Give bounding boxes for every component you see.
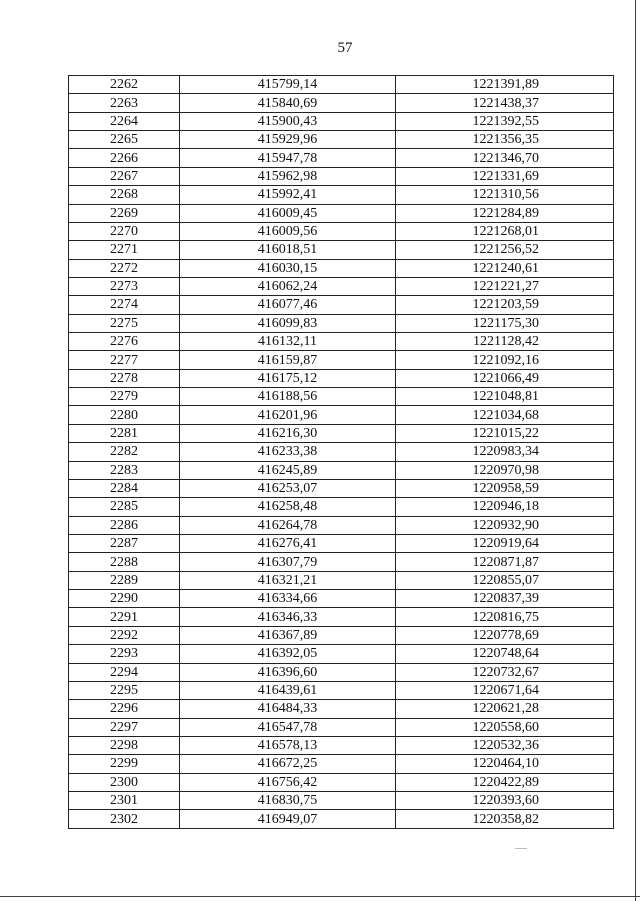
table-row [69,259,614,277]
coordinates-table [68,75,614,829]
point-number-cell: 2286 [69,516,180,534]
point-number-cell: 2292 [69,626,180,644]
x-coordinate-cell: 416830,75 [180,792,396,810]
point-number-cell: 2266 [69,149,180,167]
table-row [69,424,614,442]
x-coordinate-cell: 416396,60 [180,663,396,681]
table-row [69,700,614,718]
table-row [69,479,614,497]
x-coordinate-cell: 416672,25 [180,755,396,773]
table-row [69,810,614,828]
y-coordinate-cell: 1220919,64 [396,534,614,552]
y-coordinate-cell: 1220358,82 [396,810,614,828]
point-number-cell: 2294 [69,663,180,681]
y-coordinate-cell: 1220748,64 [396,645,614,663]
table-row [69,773,614,791]
x-coordinate-cell: 416099,83 [180,314,396,332]
point-number-cell: 2274 [69,296,180,314]
table-row [69,736,614,754]
y-coordinate-cell: 1220871,87 [396,553,614,571]
y-coordinate-cell: 1221221,27 [396,277,614,295]
point-number-cell: 2296 [69,700,180,718]
y-coordinate-cell: 1221015,22 [396,424,614,442]
x-coordinate-cell: 415929,96 [180,131,396,149]
y-coordinate-cell: 1220393,60 [396,792,614,810]
table-row [69,534,614,552]
point-number-cell: 2298 [69,736,180,754]
x-coordinate-cell: 416367,89 [180,626,396,644]
scan-border-right [635,0,636,901]
x-coordinate-cell: 416392,05 [180,645,396,663]
point-number-cell: 2267 [69,167,180,185]
table-row [69,333,614,351]
x-coordinate-cell: 416216,30 [180,424,396,442]
x-coordinate-cell: 416018,51 [180,241,396,259]
table-row [69,461,614,479]
x-coordinate-cell: 416307,79 [180,553,396,571]
scan-artifact [515,848,527,849]
table-row [69,406,614,424]
y-coordinate-cell: 1220958,59 [396,479,614,497]
scan-border-bottom [0,896,640,897]
y-coordinate-cell: 1220532,36 [396,736,614,754]
x-coordinate-cell: 416949,07 [180,810,396,828]
point-number-cell: 2290 [69,590,180,608]
table-row [69,351,614,369]
x-coordinate-cell: 415947,78 [180,149,396,167]
point-number-cell: 2264 [69,112,180,130]
table-row [69,186,614,204]
x-coordinate-cell: 416756,42 [180,773,396,791]
x-coordinate-cell: 416484,33 [180,700,396,718]
coordinates-table-body [69,76,614,829]
y-coordinate-cell: 1221034,68 [396,406,614,424]
page-number: 57 [337,40,353,56]
x-coordinate-cell: 415962,98 [180,167,396,185]
x-coordinate-cell: 416159,87 [180,351,396,369]
y-coordinate-cell: 1220422,89 [396,773,614,791]
y-coordinate-cell: 1220671,64 [396,681,614,699]
table-row [69,131,614,149]
point-number-cell: 2280 [69,406,180,424]
y-coordinate-cell: 1220970,98 [396,461,614,479]
point-number-cell: 2265 [69,131,180,149]
y-coordinate-cell: 1220946,18 [396,498,614,516]
x-coordinate-cell: 416132,11 [180,333,396,351]
point-number-cell: 2281 [69,424,180,442]
x-coordinate-cell: 416009,56 [180,222,396,240]
y-coordinate-cell: 1220816,75 [396,608,614,626]
y-coordinate-cell: 1221392,55 [396,112,614,130]
x-coordinate-cell: 416258,48 [180,498,396,516]
y-coordinate-cell: 1220837,39 [396,590,614,608]
table-row [69,626,614,644]
y-coordinate-cell: 1220732,67 [396,663,614,681]
x-coordinate-cell: 416233,38 [180,443,396,461]
x-coordinate-cell: 416062,24 [180,277,396,295]
y-coordinate-cell: 1221048,81 [396,388,614,406]
table-row [69,241,614,259]
y-coordinate-cell: 1221438,37 [396,94,614,112]
x-coordinate-cell: 416334,66 [180,590,396,608]
table-row [69,314,614,332]
point-number-cell: 2297 [69,718,180,736]
table-row [69,222,614,240]
point-number-cell: 2291 [69,608,180,626]
y-coordinate-cell: 1221356,35 [396,131,614,149]
point-number-cell: 2288 [69,553,180,571]
x-coordinate-cell: 416276,41 [180,534,396,552]
x-coordinate-cell: 415900,43 [180,112,396,130]
point-number-cell: 2269 [69,204,180,222]
table-row [69,76,614,94]
x-coordinate-cell: 416264,78 [180,516,396,534]
y-coordinate-cell: 1221175,30 [396,314,614,332]
x-coordinate-cell: 416175,12 [180,369,396,387]
y-coordinate-cell: 1220778,69 [396,626,614,644]
point-number-cell: 2270 [69,222,180,240]
y-coordinate-cell: 1220983,34 [396,443,614,461]
x-coordinate-cell: 416077,46 [180,296,396,314]
table-row [69,498,614,516]
x-coordinate-cell: 415840,69 [180,94,396,112]
y-coordinate-cell: 1221203,59 [396,296,614,314]
x-coordinate-cell: 416245,89 [180,461,396,479]
table-row [69,571,614,589]
point-number-cell: 2263 [69,94,180,112]
y-coordinate-cell: 1221310,56 [396,186,614,204]
x-coordinate-cell: 415799,14 [180,76,396,94]
y-coordinate-cell: 1220558,60 [396,718,614,736]
point-number-cell: 2289 [69,571,180,589]
x-coordinate-cell: 416201,96 [180,406,396,424]
table-row [69,112,614,130]
point-number-cell: 2268 [69,186,180,204]
table-row [69,681,614,699]
x-coordinate-cell: 416188,56 [180,388,396,406]
point-number-cell: 2277 [69,351,180,369]
x-coordinate-cell: 416253,07 [180,479,396,497]
point-number-cell: 2282 [69,443,180,461]
point-number-cell: 2284 [69,479,180,497]
x-coordinate-cell: 416030,15 [180,259,396,277]
table-row [69,204,614,222]
table-row [69,663,614,681]
point-number-cell: 2287 [69,534,180,552]
y-coordinate-cell: 1220621,28 [396,700,614,718]
point-number-cell: 2283 [69,461,180,479]
point-number-cell: 2279 [69,388,180,406]
x-coordinate-cell: 416321,21 [180,571,396,589]
table-row [69,590,614,608]
point-number-cell: 2300 [69,773,180,791]
point-number-cell: 2302 [69,810,180,828]
point-number-cell: 2276 [69,333,180,351]
x-coordinate-cell: 416009,45 [180,204,396,222]
table-row [69,443,614,461]
table-row [69,755,614,773]
point-number-cell: 2262 [69,76,180,94]
x-coordinate-cell: 416439,61 [180,681,396,699]
y-coordinate-cell: 1221092,16 [396,351,614,369]
x-coordinate-cell: 416547,78 [180,718,396,736]
y-coordinate-cell: 1221128,42 [396,333,614,351]
table-row [69,553,614,571]
table-row [69,149,614,167]
y-coordinate-cell: 1221331,69 [396,167,614,185]
table-row [69,94,614,112]
table-row [69,277,614,295]
y-coordinate-cell: 1221066,49 [396,369,614,387]
y-coordinate-cell: 1221268,01 [396,222,614,240]
point-number-cell: 2273 [69,277,180,295]
table-row [69,369,614,387]
x-coordinate-cell: 416578,13 [180,736,396,754]
table-row [69,296,614,314]
y-coordinate-cell: 1220932,90 [396,516,614,534]
y-coordinate-cell: 1221391,89 [396,76,614,94]
point-number-cell: 2295 [69,681,180,699]
y-coordinate-cell: 1221240,61 [396,259,614,277]
table-row [69,608,614,626]
x-coordinate-cell: 415992,41 [180,186,396,204]
point-number-cell: 2272 [69,259,180,277]
table-row [69,388,614,406]
x-coordinate-cell: 416346,33 [180,608,396,626]
point-number-cell: 2285 [69,498,180,516]
y-coordinate-cell: 1221284,89 [396,204,614,222]
table-row [69,167,614,185]
y-coordinate-cell: 1221256,52 [396,241,614,259]
y-coordinate-cell: 1221346,70 [396,149,614,167]
table-row [69,718,614,736]
point-number-cell: 2271 [69,241,180,259]
point-number-cell: 2301 [69,792,180,810]
point-number-cell: 2293 [69,645,180,663]
table-row [69,792,614,810]
table-row [69,516,614,534]
point-number-cell: 2299 [69,755,180,773]
table-row [69,645,614,663]
point-number-cell: 2275 [69,314,180,332]
point-number-cell: 2278 [69,369,180,387]
y-coordinate-cell: 1220464,10 [396,755,614,773]
y-coordinate-cell: 1220855,07 [396,571,614,589]
